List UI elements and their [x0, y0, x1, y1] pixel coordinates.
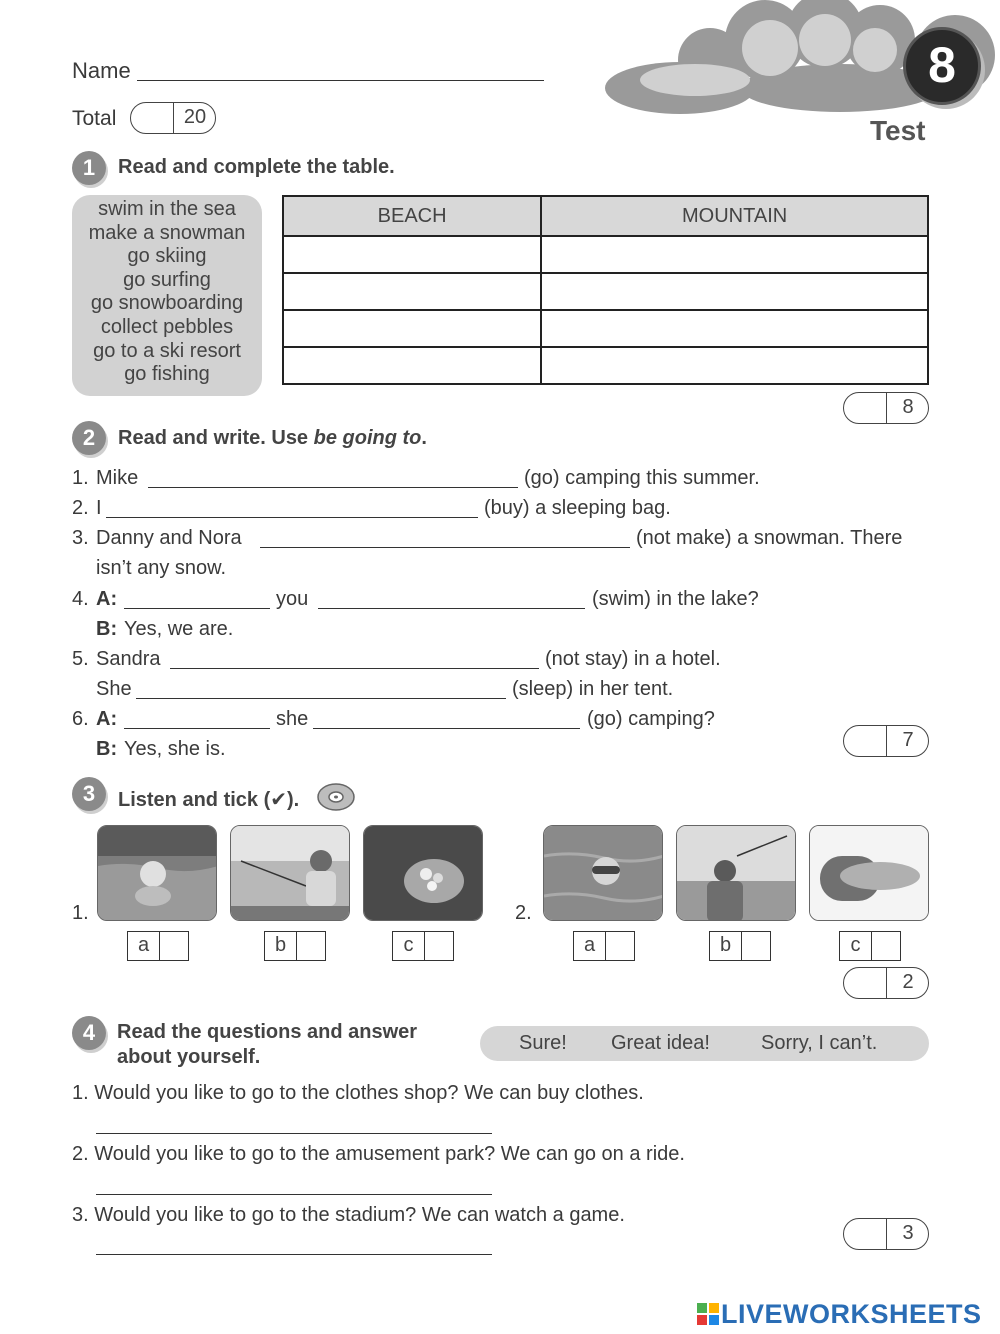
item-1-rest: (go) camping this summer. [524, 467, 760, 489]
answer-box-1a[interactable] [127, 931, 189, 961]
beach-mountain-table [282, 195, 929, 385]
word-bank [72, 195, 262, 396]
photo-child-goggles [543, 825, 663, 921]
photo-hand-pebbles [363, 825, 483, 921]
item-4-answer: Yes, we are. [124, 618, 234, 640]
item-1-number: 1. [72, 467, 89, 489]
answer-box-label: c [393, 932, 425, 960]
section-1-score-value: 8 [902, 396, 914, 418]
item-5-blank-1[interactable] [170, 668, 539, 669]
test-label: Test [870, 115, 926, 146]
item-4-mid: you [276, 588, 309, 610]
table-cell[interactable] [283, 347, 541, 384]
item-3-blank[interactable] [260, 547, 630, 548]
item-2-subject: I [96, 497, 102, 519]
section-2-title [118, 427, 427, 450]
cd-icon [316, 782, 356, 812]
question-2: 2. Would you like to go to the amusement park? We can go on a ride. [72, 1143, 685, 1165]
answer-box-1b[interactable] [264, 931, 326, 961]
item-5-rest-2: (sleep) in her tent. [512, 678, 674, 700]
word-bank-item: go to a ski resort [93, 339, 241, 362]
item-1-subject: Mike [96, 467, 139, 489]
photo-sleeping-bag [809, 825, 929, 921]
item-5-subject: Sandra [96, 648, 161, 670]
answer-2-line[interactable] [96, 1194, 492, 1195]
item-5-subject-2: She [96, 678, 132, 700]
name-field[interactable] [137, 80, 544, 81]
section-3-number: 3 [72, 777, 106, 811]
unit-number: 8 [928, 37, 956, 93]
table-cell[interactable] [541, 310, 928, 347]
column-header-beach: BEACH [283, 196, 541, 236]
item-2-number: 2. [72, 497, 89, 519]
section-4-score [843, 1218, 929, 1250]
section-2-title-end: . [421, 427, 427, 449]
answer-box-label: b [710, 932, 742, 960]
answer-box-2c[interactable] [839, 931, 901, 961]
question-3: 3. Would you like to go to the stadium? We can watch a game. [72, 1204, 625, 1226]
section-3-score-value: 2 [902, 971, 914, 993]
section-3-title: Listen and tick (✔). [118, 789, 300, 811]
item-6-speaker-b: B: [96, 738, 118, 760]
word-bank-item: swim in the sea [98, 198, 236, 220]
answer-box-label: a [128, 932, 160, 960]
answer-box-2b[interactable] [709, 931, 771, 961]
word-bank-item: go skiing [127, 245, 207, 268]
item-3-subject: Danny and Nora [96, 527, 242, 549]
table-cell[interactable] [283, 236, 541, 273]
table-cell[interactable] [541, 273, 928, 310]
item-2-blank[interactable] [106, 517, 478, 518]
unit-badge [903, 27, 981, 105]
total-score: 20 [183, 106, 207, 128]
item-5-blank-2[interactable] [136, 698, 506, 699]
section-2-title-text: Read and write. Use [118, 427, 314, 449]
section-4-title-line1: Read the questions and answer [117, 1021, 418, 1043]
group-1-number: 1. [72, 902, 89, 924]
total-score-box [130, 102, 216, 134]
word-bank-item: go snowboarding [90, 292, 244, 315]
photo-girl-swimming [97, 825, 217, 921]
item-4-speaker-b: B: [96, 618, 118, 640]
item-4-speaker-a: A: [96, 588, 118, 610]
section-4-number: 4 [72, 1016, 106, 1050]
item-6-mid: she [276, 708, 309, 730]
item-3-rest: (not make) a snowman. There [636, 527, 903, 549]
table-cell[interactable] [283, 273, 541, 310]
column-header-mountain: MOUNTAIN [541, 196, 928, 236]
section-3-score [843, 967, 929, 999]
logo-icon [697, 1303, 719, 1327]
item-3-number: 3. [72, 527, 89, 549]
section-1-number: 1 [72, 151, 106, 185]
answer-box-1c[interactable] [392, 931, 454, 961]
word-bank-item: make a snowman [88, 221, 246, 244]
phrase-sure: Sure! [519, 1032, 567, 1054]
word-bank-item: collect pebbles [100, 315, 234, 338]
name-label: Name [72, 58, 131, 83]
item-3-continuation: isn’t any snow. [96, 557, 227, 579]
question-1: 1. Would you like to go to the clothes shop? We can buy clothes. [72, 1082, 644, 1104]
item-6-rest: (go) camping? [587, 708, 715, 730]
item-4-number: 4. [72, 588, 89, 610]
answer-box-label: c [840, 932, 872, 960]
table-cell[interactable] [283, 310, 541, 347]
section-2-score [843, 725, 929, 757]
section-1-score [843, 392, 929, 424]
item-6-blank-1[interactable] [124, 728, 270, 729]
item-2-rest: (buy) a sleeping bag. [484, 497, 671, 519]
section-4-score-value: 3 [902, 1222, 914, 1244]
table-cell[interactable] [541, 236, 928, 273]
answer-box-label: a [574, 932, 606, 960]
brand-text: LIVEWORKSHEETS [721, 1299, 982, 1329]
item-4-blank-1[interactable] [124, 608, 270, 609]
item-1-blank[interactable] [148, 487, 518, 488]
photo-boy-lake-fishing [676, 825, 796, 921]
word-bank-item: go fishing [124, 363, 210, 386]
section-1-title: Read and complete the table. [118, 156, 395, 178]
item-4-rest: (swim) in the lake? [592, 588, 759, 610]
section-4-title-line2: about yourself. [117, 1046, 261, 1068]
item-6-answer: Yes, she is. [124, 738, 226, 760]
word-bank-item: go surfing [123, 268, 211, 291]
answer-3-line[interactable] [96, 1254, 492, 1255]
phrase-sorry: Sorry, I can’t. [761, 1032, 878, 1054]
item-6-blank-2[interactable] [313, 728, 580, 729]
table-cell[interactable] [541, 347, 928, 384]
phrase-great-idea: Great idea! [611, 1032, 710, 1054]
item-6-speaker-a: A: [96, 708, 118, 730]
answer-1-line[interactable] [96, 1133, 492, 1134]
section-2-title-emphasis: be going to [313, 427, 422, 449]
total-label: Total [72, 107, 117, 130]
item-5-number: 5. [72, 648, 89, 670]
section-2-number: 2 [72, 421, 106, 455]
answer-box-label: b [265, 932, 297, 960]
item-4-blank-2[interactable] [318, 608, 585, 609]
section-2-score-value: 7 [902, 729, 914, 751]
group-2-number: 2. [515, 902, 532, 924]
answer-box-2a[interactable] [573, 931, 635, 961]
phrase-bank [480, 1026, 929, 1061]
liveworksheets-logo [697, 1299, 982, 1330]
item-5-rest: (not stay) in a hotel. [545, 648, 721, 670]
photo-boy-fishing [230, 825, 350, 921]
item-6-number: 6. [72, 708, 89, 730]
